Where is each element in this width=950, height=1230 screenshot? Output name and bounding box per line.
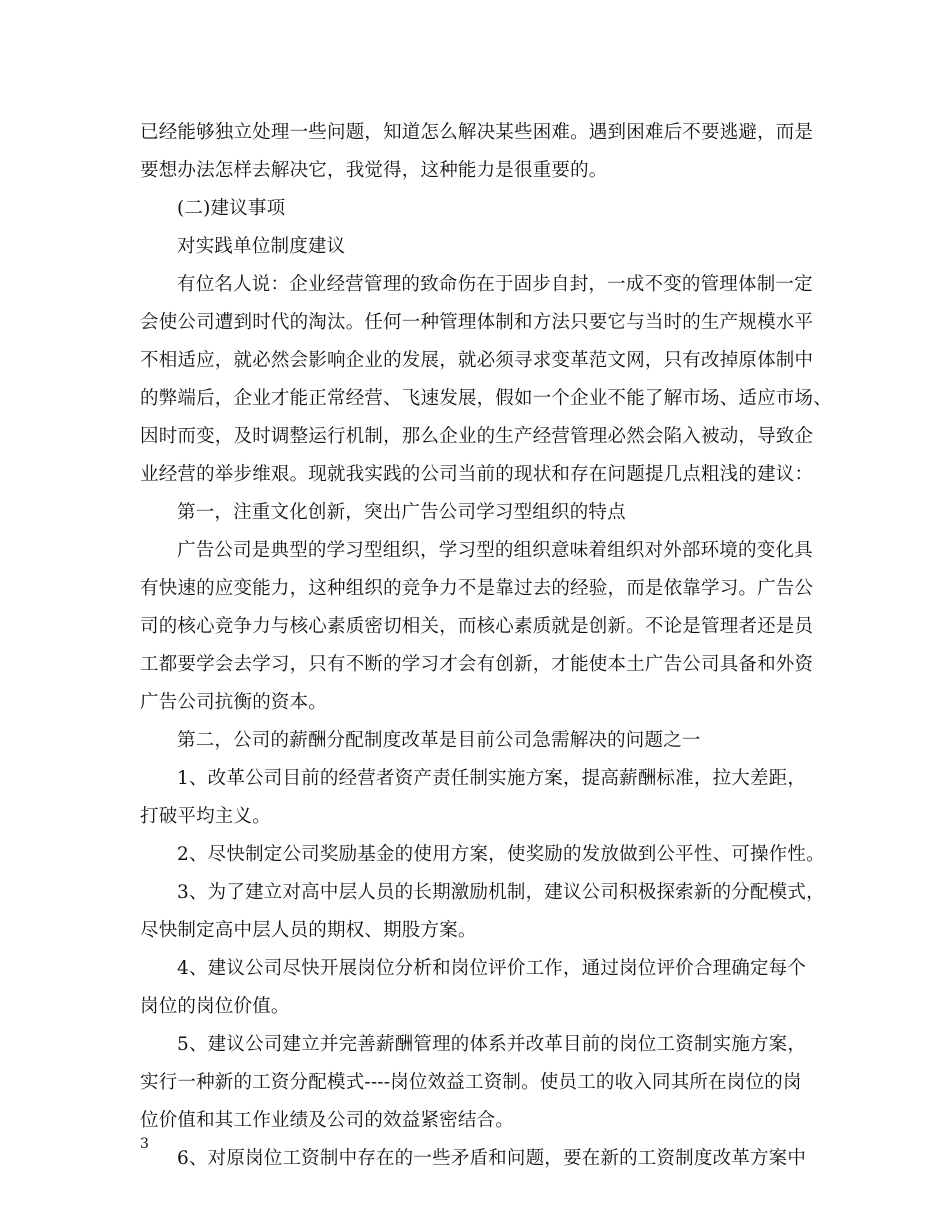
document-body xyxy=(140,114,832,1178)
text-line: 已经能够独立处理一些问题，知道怎么解决某些困难。遇到困难后不要逃避，而是 xyxy=(140,122,814,143)
text-line: 2、尽快制定公司奖励基金的使用方案，使奖励的发放做到公平性、可操作性。 xyxy=(177,844,825,865)
text-line: 岗位的岗位价值。 xyxy=(140,996,290,1017)
text-line: 有位名人说：企业经营管理的致命伤在于固步自封，一成不变的管理体制一定 xyxy=(177,274,813,295)
text-line: 会使公司遭到时代的淘汰。任何一种管理体制和方法只要它与当时的生产规模水平 xyxy=(140,312,814,333)
text-line: (二)建议事项 xyxy=(177,198,286,219)
text-line: 因时而变，及时调整运行机制，那么企业的生产经营管理必然会陷入被动，导致企 xyxy=(140,426,814,447)
text-line: 打破平均主义。 xyxy=(140,806,271,827)
text-line: 位价值和其工作业绩及公司的效益紧密结合。 xyxy=(140,1110,515,1131)
text-line: 第一，注重文化创新，突出广告公司学习型组织的特点 xyxy=(177,502,626,523)
text-line: 业经营的举步维艰。现就我实践的公司当前的现状和存在问题提几点粗浅的建议： xyxy=(140,464,814,485)
text-line: 对实践单位制度建议 xyxy=(177,236,346,257)
text-line: 不相适应，就必然会影响企业的发展，就必须寻求变革范文网，只有改掉原体制中 xyxy=(140,350,814,371)
text-line: 广告公司抗衡的资本。 xyxy=(140,692,328,713)
text-line: 工都要学会去学习，只有不断的学习才会有创新，才能使本土广告公司具备和外资 xyxy=(140,654,814,675)
text-line: 实行一种新的工资分配模式----岗位效益工资制。使员工的收入同其所在岗位的岗 xyxy=(140,1072,802,1093)
text-line: 司的核心竞争力与核心素质密切相关，而核心素质就是创新。不论是管理者还是员 xyxy=(140,616,814,637)
text-line: 第二，公司的薪酬分配制度改革是目前公司急需解决的问题之一 xyxy=(177,730,701,751)
text-line: 1、改革公司目前的经营者资产责任制实施方案，提高薪酬标准，拉大差距， xyxy=(177,768,807,789)
text-line: 要想办法怎样去解决它，我觉得，这种能力是很重要的。 xyxy=(140,160,608,181)
text-line: 的弊端后，企业才能正常经营、飞速发展，假如一个企业不能了解市场、适应市场、 xyxy=(140,388,832,409)
text-line: 5、建议公司建立并完善薪酬管理的体系并改革目前的岗位工资制实施方案， xyxy=(177,1034,807,1055)
text-line: 有快速的应变能力，这种组织的竞争力不是靠过去的经验，而是依靠学习。广告公 xyxy=(140,578,814,599)
text-line: 4、建议公司尽快开展岗位分析和岗位评价工作，通过岗位评价合理确定每个 xyxy=(177,958,807,979)
page-number: 3 xyxy=(140,1136,149,1152)
text-line: 3、为了建立对高中层人员的长期激励机制，建议公司积极探索新的分配模式， xyxy=(177,882,825,903)
text-line: 尽快制定高中层人员的期权、期股方案。 xyxy=(140,920,477,941)
text-line: 6、对原岗位工资制中存在的一些矛盾和问题，要在新的工资制度改革方案中 xyxy=(177,1148,807,1169)
text-line: 广告公司是典型的学习型组织，学习型的组织意味着组织对外部环境的变化具 xyxy=(177,540,813,561)
